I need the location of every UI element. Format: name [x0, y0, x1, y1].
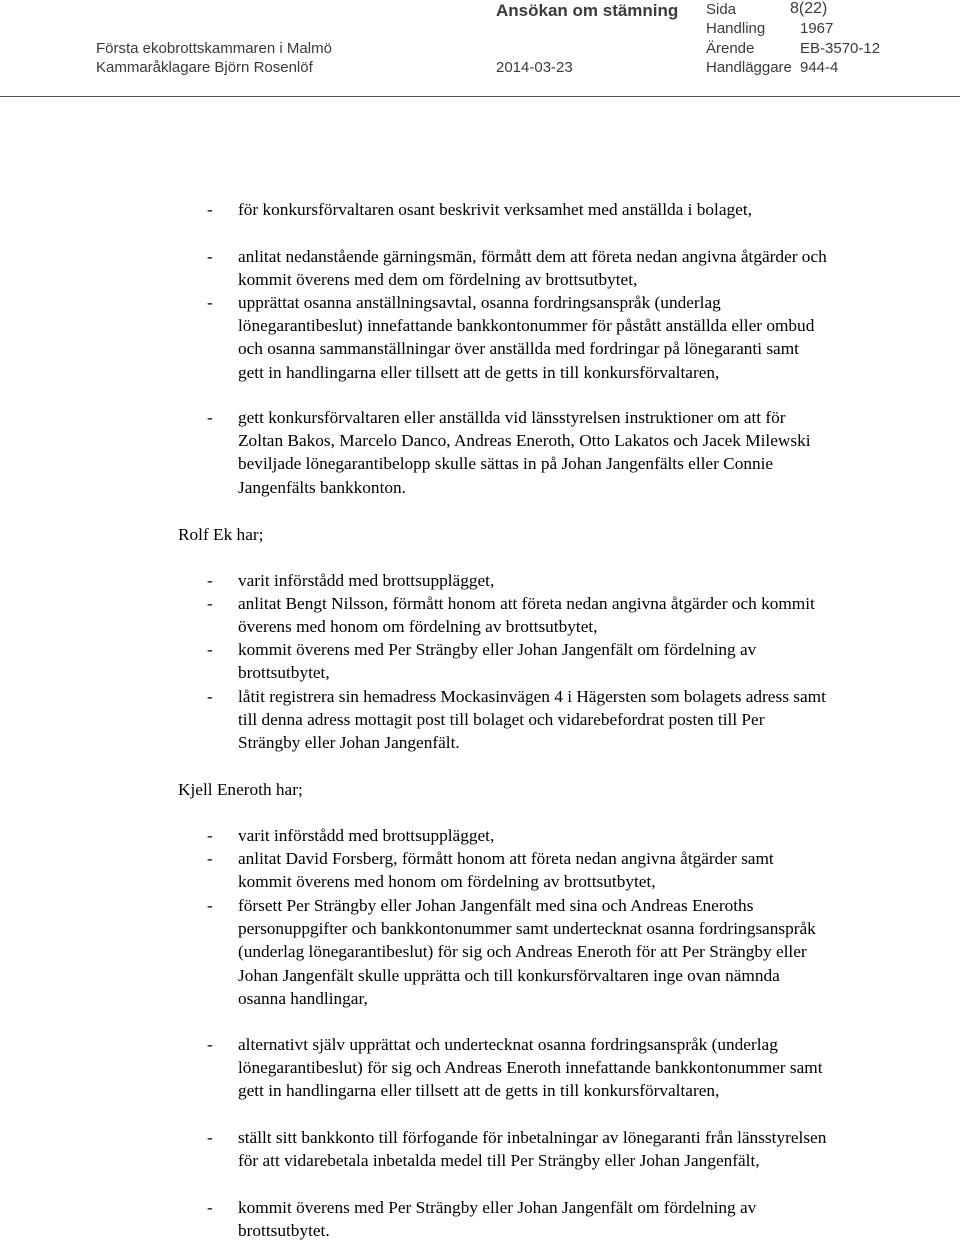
organization-name: Första ekobrottskammaren i Malmö [96, 40, 332, 57]
bullet-dash: - [207, 896, 213, 915]
list-item-text: varit införstådd med brottsupplägget, [238, 571, 495, 590]
list-item [207, 592, 827, 638]
list-item [207, 245, 827, 291]
bullet-dash: - [207, 200, 213, 219]
list-item-text: alternativt själv upprättat och undertecknat osanna fordringsanspråk (underlag lönegarantibeslut) för sig och Andreas Eneroth innefattande bankkontonummer samt gett in handlingarna eller tillsett att de getts in till konkursförvaltaren, [238, 1035, 823, 1101]
list-item-text: kommit överens med Per Strängby eller Johan Jangenfält om fördelning av brottsutbytet, [238, 640, 757, 683]
document-date: 2014-03-23 [496, 59, 573, 76]
bullet-dash: - [207, 247, 213, 266]
bullet-dash: - [207, 571, 213, 590]
document-header [0, 0, 960, 97]
list-item [207, 1033, 827, 1103]
bullet-dash: - [207, 1035, 213, 1054]
case-label: Ärende [706, 40, 755, 57]
list-item [207, 824, 827, 847]
list-item-text: anlitat Bengt Nilsson, förmått honom att företa nedan angivna åtgärder och kommit överens med honom om fördelning av brottsutbytet, [238, 594, 815, 637]
list-item [207, 198, 827, 221]
list-item-text: gett konkursförvaltaren eller anställda vid länsstyrelsen instruktioner om att för Zoltan Bakos, Marcelo Danco, Andreas Eneroth, Otto Lakatos och Jacek Milewski beviljade lönegarantibelopp skulle sättas in på Johan Jangenfälts eller Connie Jangenfälts bankkonton. [238, 408, 811, 497]
list-item [207, 847, 827, 893]
list-item-text: försett Per Strängby eller Johan Jangenfält med sina och Andreas Eneroths personuppgifter och bankkontonummer samt undertecknat osanna fordringsanspråk (underlag lönegarantibeslut) för sig och Andreas Eneroth för att Per Strängby eller Johan Jangenfält skulle upprätta och till konkursförvaltaren inge ovan nämnda osanna handlingar, [238, 896, 816, 1008]
list-item-text: för konkursförvaltaren osant beskrivit verksamhet med anställda i bolaget, [238, 200, 752, 219]
list-item-text: anlitat nedanstående gärningsmän, förmått dem att företa nedan angivna åtgärder och kommit överens med dem om fördelning av brottsutbytet, [238, 247, 827, 290]
list-item-text: upprättat osanna anställningsavtal, osanna fordringsanspråk (underlag lönegarantibeslut) innefattande bankkontonummer för påstått anställda eller ombud och osanna sammanställningar över anställda med fordringar på lönegaranti samt gett in handlingarna eller tillsett att de getts in till konkursförvaltaren, [238, 293, 815, 382]
list-item [207, 685, 827, 755]
section-label-rolf-ek: Rolf Ek har; [178, 525, 264, 544]
list-item [207, 1126, 827, 1172]
list-item-text: kommit överens med Per Strängby eller Johan Jangenfält om fördelning av brottsutbytet. [238, 1198, 757, 1241]
officer-name: Kammaråklagare Björn Rosenlöf [96, 59, 313, 76]
list-item [207, 291, 827, 384]
list-item [207, 569, 827, 592]
bullet-dash: - [207, 849, 213, 868]
list-item [207, 406, 827, 499]
bullet-dash: - [207, 640, 213, 659]
bullet-dash: - [207, 594, 213, 613]
bullet-dash: - [207, 293, 213, 312]
list-item-text: anlitat David Forsberg, förmått honom att företa nedan angivna åtgärder samt kommit överens med honom om fördelning av brottsutbytet, [238, 849, 774, 892]
list-item-text: varit införstådd med brottsupplägget, [238, 826, 495, 845]
list-item-text: ställt sitt bankkonto till förfogande för inbetalningar av lönegaranti från länsstyrelsen för att vidarebetala inbetalda medel till Per Strängby eller Johan Jangenfält, [238, 1128, 827, 1171]
bullet-dash: - [207, 687, 213, 706]
bullet-dash: - [207, 408, 213, 427]
bullet-dash: - [207, 1128, 213, 1147]
bullet-dash: - [207, 826, 213, 845]
section-label-kjell-eneroth: Kjell Eneroth har; [178, 780, 303, 799]
header-divider [0, 96, 960, 97]
page-number: 8(22) [790, 0, 828, 17]
handling-label: Handling [706, 20, 766, 37]
handler-label: Handläggare [706, 59, 792, 76]
document-title: Ansökan om stämning [496, 1, 679, 20]
list-item-text: låtit registrera sin hemadress Mockasinvägen 4 i Hägersten som bolagets adress samt till denna adress mottagit post till bolaget och vidarebefordrat posten till Per Strängby eller Johan Jangenfält. [238, 687, 826, 753]
list-item [207, 1196, 827, 1242]
handling-number: 1967 [800, 20, 834, 37]
case-number: EB-3570-12 [800, 40, 881, 57]
handler-number: 944-4 [800, 59, 839, 76]
list-item [207, 894, 827, 1010]
list-item [207, 638, 827, 684]
page-label: Sida [706, 1, 737, 18]
bullet-dash: - [207, 1198, 213, 1217]
